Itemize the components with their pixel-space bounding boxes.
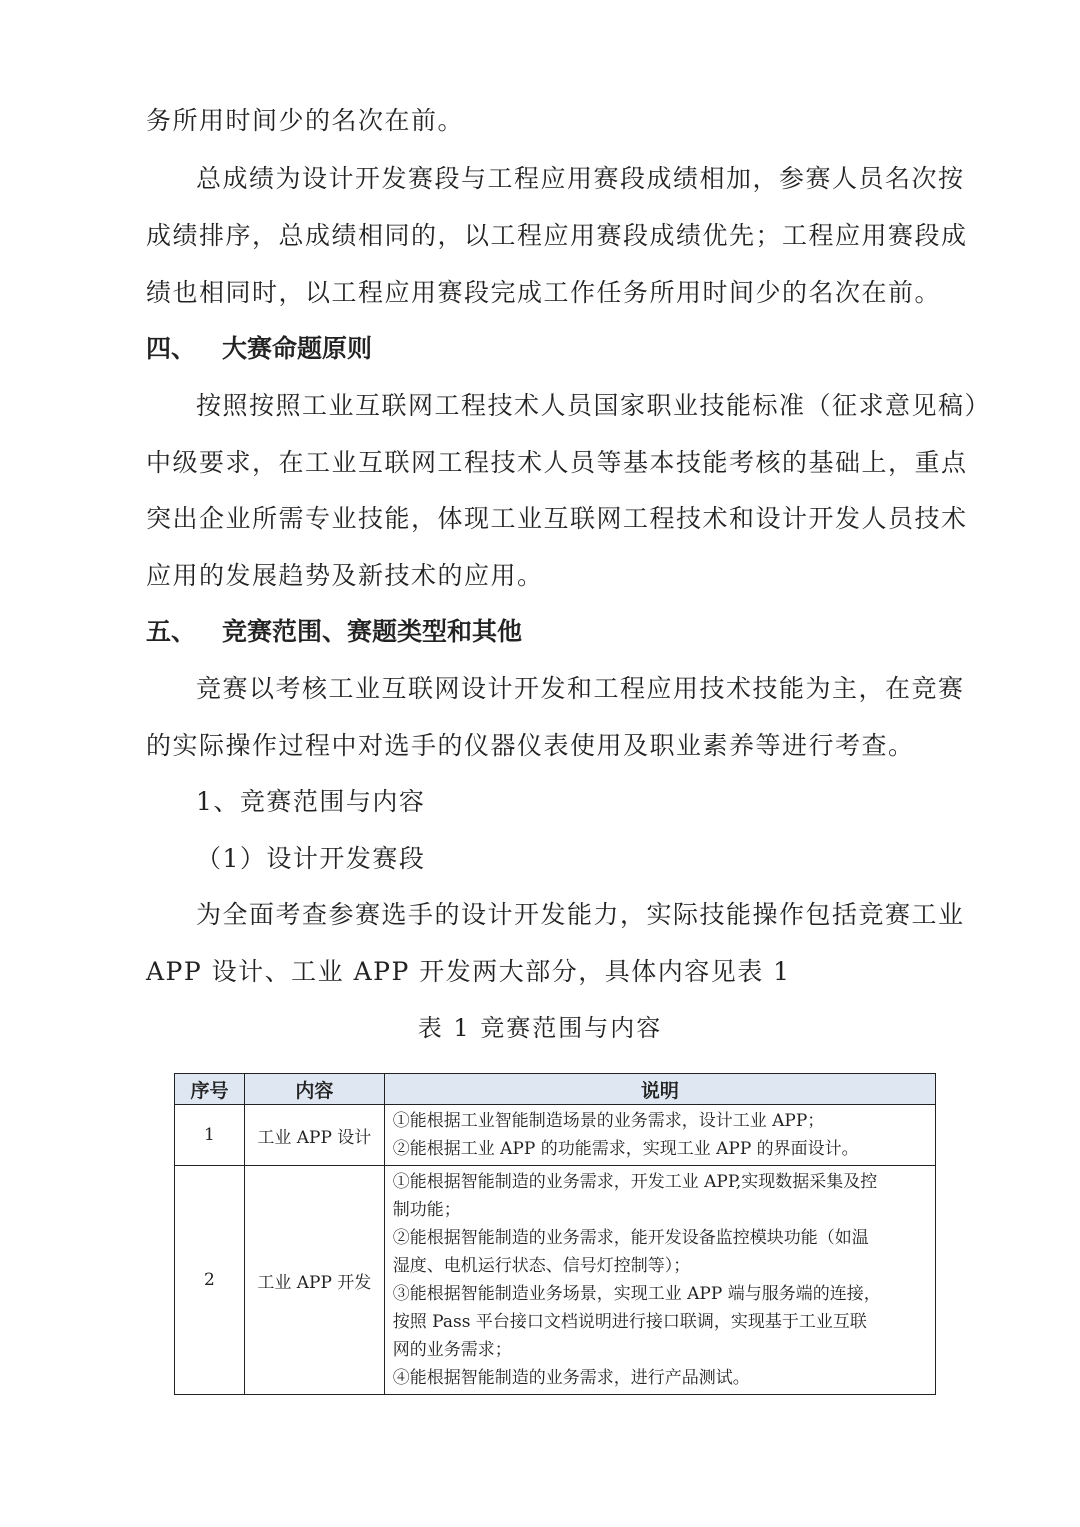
description-line: 制功能； <box>392 1200 461 1220</box>
paragraph-line: 应用的发展趋势及新技术的应用。 <box>146 561 544 590</box>
paragraph-line: 绩也相同时，以工程应用赛段完成工作任务所用时间少的名次在前。 <box>146 278 942 307</box>
subheading: 1、竞赛范围与内容 <box>196 787 426 816</box>
section-number: 四、 <box>146 334 197 363</box>
description-line: ②能根据智能制造的业务需求，能开发设备监控模块功能（如温 <box>392 1228 869 1248</box>
section-heading <box>146 332 372 366</box>
section-number: 五、 <box>146 617 197 646</box>
row-index: 2 <box>175 1166 245 1395</box>
paragraph-line: 的实际操作过程中对选手的仪器仪表使用及职业素养等进行考查。 <box>146 731 915 760</box>
header-description: 说明 <box>384 1074 935 1105</box>
table-row <box>175 1166 936 1395</box>
header-content: 内容 <box>244 1074 384 1105</box>
paragraph-line: APP 设计、工业 APP 开发两大部分，具体内容见表 1 <box>146 957 791 986</box>
description-line: ④能根据智能制造的业务需求，进行产品测试。 <box>392 1368 750 1388</box>
row-description <box>384 1105 935 1166</box>
description-line: 湿度、电机运行状态、信号灯控制等）； <box>392 1256 691 1276</box>
paragraph-line: 总成绩为设计开发赛段与工程应用赛段成绩相加，参赛人员名次按 <box>196 164 965 193</box>
paragraph-line: 为全面考查参赛选手的设计开发能力，实际技能操作包括竞赛工业 <box>196 900 965 929</box>
paragraph-line: 突出企业所需专业技能，体现工业互联网工程技术和设计开发人员技术 <box>146 504 968 533</box>
subheading: （1）设计开发赛段 <box>196 844 426 873</box>
row-index: 1 <box>175 1105 245 1166</box>
table-header-row <box>175 1074 936 1105</box>
paragraph-line: 竞赛以考核工业互联网设计开发和工程应用技术技能为主，在竞赛 <box>196 674 965 703</box>
paragraph-line: 务所用时间少的名次在前。 <box>146 106 465 135</box>
content-table <box>174 1073 936 1395</box>
description-line: 网的业务需求； <box>392 1340 512 1360</box>
description-line: ②能根据工业 APP 的功能需求，实现工业 APP 的界面设计。 <box>392 1139 859 1159</box>
paragraph-line: 成绩排序，总成绩相同的，以工程应用赛段成绩优先；工程应用赛段成 <box>146 221 968 250</box>
row-content: 工业 APP 开发 <box>244 1166 384 1395</box>
section-title: 大赛命题原则 <box>222 334 373 363</box>
row-content: 工业 APP 设计 <box>244 1105 384 1166</box>
paragraph-line: 中级要求，在工业互联网工程技术人员等基本技能考核的基础上，重点 <box>146 448 968 477</box>
description-line: ③能根据智能制造业务场景，实现工业 APP 端与服务端的连接， <box>392 1284 881 1304</box>
section-heading <box>146 615 522 649</box>
section-title: 竞赛范围、赛题类型和其他 <box>222 617 523 646</box>
description-line: ①能根据工业智能制造场景的业务需求，设计工业 APP； <box>392 1111 825 1131</box>
row-description <box>384 1166 935 1395</box>
paragraph-line: 按照按照工业互联网工程技术人员国家职业技能标准（征求意见稿） <box>196 391 992 420</box>
header-index: 序号 <box>175 1074 245 1105</box>
table-caption: 表 1 竞赛范围与内容 <box>417 1014 663 1042</box>
description-line: ①能根据智能制造的业务需求，开发工业 APP,实现数据采集及控 <box>392 1172 878 1192</box>
table-row <box>175 1105 936 1166</box>
description-line: 按照 Pass 平台接口文档说明进行接口联调，实现基于工业互联 <box>392 1312 867 1332</box>
